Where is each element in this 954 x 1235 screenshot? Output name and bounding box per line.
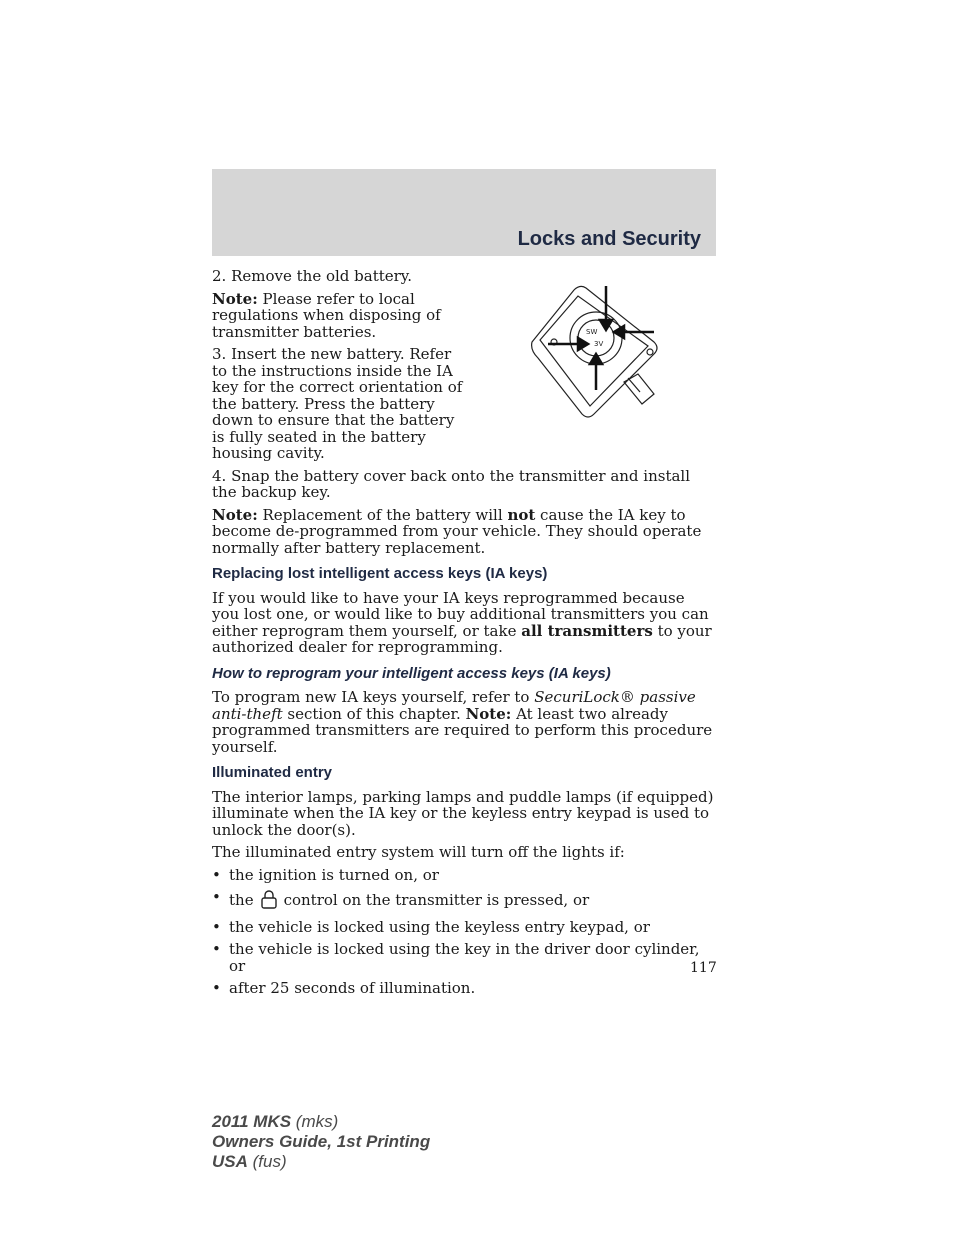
list-item: • the control on the transmitter is pressed, or — [212, 889, 716, 913]
step-4: 4. Snap the battery cover back onto the transmitter and install the backup key. — [212, 466, 691, 501]
note-disposal — [212, 291, 470, 341]
lock-icon — [260, 889, 278, 913]
svg-text:SW: SW — [586, 328, 598, 336]
header-band — [212, 169, 716, 256]
note-label: Note: — [212, 289, 258, 308]
footer-line-model: 2011 MKS (mks) — [212, 1112, 339, 1131]
note-disposal-text: Please refer to local regulations when disposing of transmitter batteries. — [212, 289, 441, 341]
bullet: • — [212, 917, 221, 936]
page-number: 117 — [690, 960, 717, 976]
bullet: • — [212, 979, 221, 997]
footer-line-market: USA (fus) — [212, 1152, 287, 1171]
note-battery: Note: Replacement of the battery will not cause the IA key to become de-programmed from your vehicle. They should operate normally after battery replacement. — [212, 505, 702, 557]
footer-line-guide: Owners Guide, 1st Printing — [212, 1132, 431, 1151]
bullet: • — [212, 865, 221, 884]
list-item: • the ignition is turned on, or — [212, 865, 439, 884]
bullet: • — [212, 888, 221, 906]
list-item: • the vehicle is locked using the keyless entry keypad, or — [212, 917, 650, 936]
paragraph-reprogram: To program new IA keys yourself, refer to SecuriLock® passive anti-theft section of this chapter. Note: At least two already programmed transmitters are required to perform this procedure yourself. — [212, 688, 713, 756]
paragraph-lost-keys: If you would like to have your IA keys reprogrammed because you lost one, or would like to buy additional transmitters you can either reprogram them yourself, or take all transmitters to your authorized dealer for reprogramming. — [212, 588, 712, 656]
step-3: 3. Insert the new battery. Refer to the instructions inside the IA key for the correct orientation of the battery. Press the battery down to ensure that the battery is fully seated in the battery housing cavity. — [212, 345, 463, 462]
svg-text:3V: 3V — [594, 340, 604, 348]
note-label: Note: — [212, 505, 258, 524]
list-item: • the vehicle is locked using the key in the driver door cylinder, or — [212, 940, 700, 975]
page-section-title: Locks and Security — [517, 228, 701, 250]
page-content — [212, 268, 716, 1003]
emphasis-not: not — [507, 505, 536, 524]
list-item: • after 25 seconds of illumination. — [212, 979, 476, 997]
footer — [212, 1112, 430, 1172]
heading-replacing-lost-keys: Replacing lost intelligent access keys (IA keys) — [212, 565, 548, 582]
paragraph-illuminated-1: The interior lamps, parking lamps and puddle lamps (if equipped) illuminate when the IA key or the keyless entry keypad is used to unlock the door(s). — [212, 787, 714, 839]
paragraph-illuminated-2: The illuminated entry system will turn off the lights if: — [212, 843, 625, 861]
heading-reprogram-keys: How to reprogram your intelligent access keys (IA keys) — [212, 664, 611, 682]
bullet: • — [212, 940, 221, 958]
cross-reference: SecuriLock® passive anti-theft — [212, 688, 696, 723]
step-2: 2. Remove the old battery. — [212, 267, 413, 285]
heading-illuminated-entry: Illuminated entry — [212, 764, 333, 781]
conditions-list — [212, 867, 716, 997]
note-label: Note: — [465, 704, 512, 723]
